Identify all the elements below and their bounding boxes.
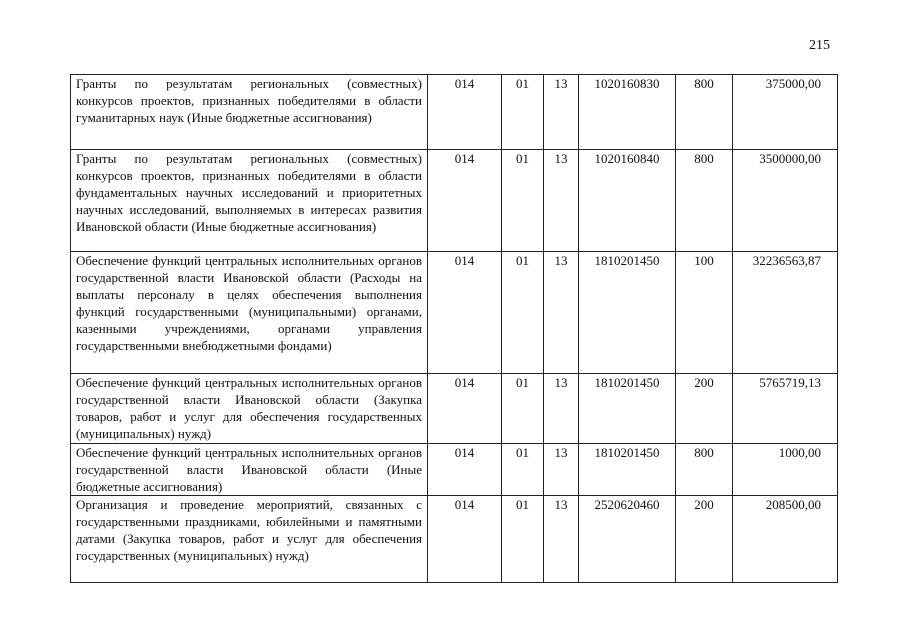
target-article-code: 1020160830 — [579, 75, 676, 150]
ministry-code: 014 — [428, 252, 502, 374]
row-description: Обеспечение функций центральных исполнительных органов государственной власти Ивановской области (Закупка товаров, работ и услуг для обеспечения государственных (муниципальных) нужд) — [71, 374, 428, 444]
expense-type-code: 100 — [676, 252, 733, 374]
expense-type-code: 200 — [676, 374, 733, 444]
section-code: 01 — [502, 374, 544, 444]
section-code: 01 — [502, 496, 544, 583]
target-article-code: 1810201450 — [579, 444, 676, 496]
subsection-code: 13 — [544, 374, 579, 444]
section-code: 01 — [502, 444, 544, 496]
amount-value: 5765719,13 — [733, 374, 838, 444]
section-code: 01 — [502, 150, 544, 252]
table-row — [71, 444, 838, 496]
page-number: 215 — [809, 38, 830, 53]
table-row — [71, 150, 838, 252]
row-description: Гранты по результатам региональных (совместных) конкурсов проектов, признанных победителями в области гуманитарных наук (Иные бюджетные ассигнования) — [71, 75, 428, 150]
row-description: Обеспечение функций центральных исполнительных органов государственной власти Ивановской области (Расходы на выплаты персоналу в целях обеспечения выполнения функций государственными (муниципальными) органами, казенными учреждениями, органами управления государственными внебюджетными фондами) — [71, 252, 428, 374]
amount-value: 208500,00 — [733, 496, 838, 583]
row-description: Гранты по результатам региональных (совместных) конкурсов проектов, признанных победителями в области фундаментальных научных исследований и приоритетных научных исследований, выполняемых в интересах развития Ивановской области (Иные бюджетные ассигнования) — [71, 150, 428, 252]
table-row — [71, 252, 838, 374]
expense-type-code: 800 — [676, 75, 733, 150]
table-row — [71, 75, 838, 150]
section-code: 01 — [502, 252, 544, 374]
ministry-code: 014 — [428, 150, 502, 252]
amount-value: 32236563,87 — [733, 252, 838, 374]
ministry-code: 014 — [428, 75, 502, 150]
subsection-code: 13 — [544, 150, 579, 252]
table-row — [71, 496, 838, 583]
amount-value: 375000,00 — [733, 75, 838, 150]
row-description: Обеспечение функций центральных исполнительных органов государственной власти Ивановской области (Иные бюджетные ассигнования) — [71, 444, 428, 496]
expense-type-code: 800 — [676, 444, 733, 496]
ministry-code: 014 — [428, 374, 502, 444]
target-article-code: 1810201450 — [579, 374, 676, 444]
amount-value: 1000,00 — [733, 444, 838, 496]
ministry-code: 014 — [428, 444, 502, 496]
budget-table — [70, 74, 838, 583]
subsection-code: 13 — [544, 444, 579, 496]
row-description: Организация и проведение мероприятий, связанных с государственными праздниками, юбилейными и памятными датами (Закупка товаров, работ и услуг для обеспечения государственных (муниципальных) нужд) — [71, 496, 428, 583]
ministry-code: 014 — [428, 496, 502, 583]
target-article-code: 2520620460 — [579, 496, 676, 583]
subsection-code: 13 — [544, 75, 579, 150]
target-article-code: 1020160840 — [579, 150, 676, 252]
expense-type-code: 800 — [676, 150, 733, 252]
subsection-code: 13 — [544, 496, 579, 583]
section-code: 01 — [502, 75, 544, 150]
amount-value: 3500000,00 — [733, 150, 838, 252]
subsection-code: 13 — [544, 252, 579, 374]
table-row — [71, 374, 838, 444]
target-article-code: 1810201450 — [579, 252, 676, 374]
expense-type-code: 200 — [676, 496, 733, 583]
